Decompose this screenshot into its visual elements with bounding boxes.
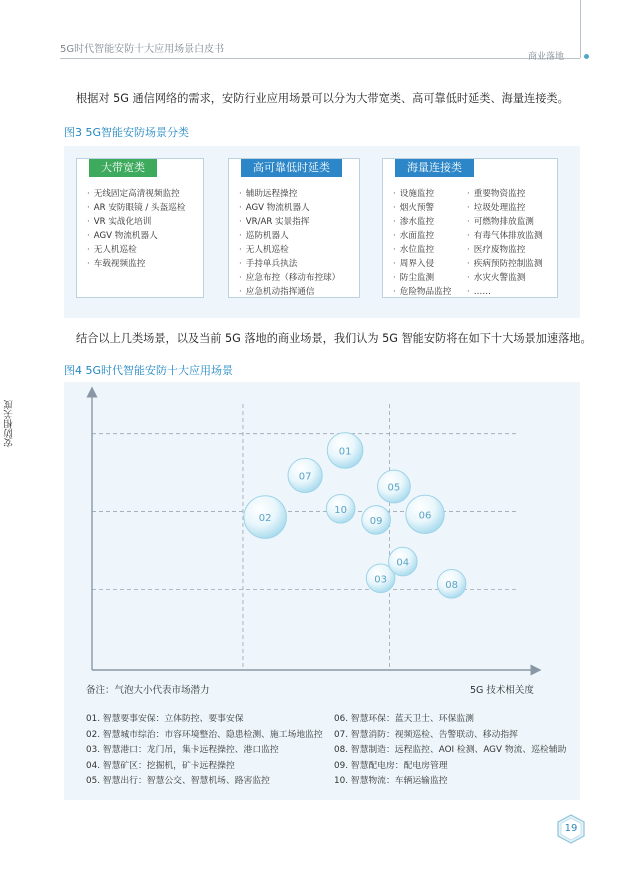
list-item: · 防尘监测 xyxy=(393,271,451,285)
list-item: · VR 实战化培训 xyxy=(87,215,185,229)
category-title-massive-connection: 海量连接类 xyxy=(395,159,474,177)
bubble-label-10: 10 xyxy=(334,504,348,516)
list-item: · 无人机巡检 xyxy=(239,243,340,257)
list-item: · 巡防机器人 xyxy=(239,229,340,243)
legend-right xyxy=(334,712,566,790)
list-item: · VR/AR 实景指挥 xyxy=(239,215,340,229)
intro-paragraph: 根据对 5G 通信网络的需求，安防行业应用场景可以分为大带宽类、高可靠低时延类、海量连接类。 xyxy=(76,92,569,105)
bubble-label-07: 07 xyxy=(298,471,312,483)
bubble-label-09: 09 xyxy=(369,515,383,527)
list-item: · 可燃物排放监测 xyxy=(467,215,543,229)
bubble-label-08: 08 xyxy=(445,579,459,591)
legend-item: 01. 智慧要事安保：立体防控、要事安保 xyxy=(86,714,244,724)
list-item: · 设施监控 xyxy=(393,187,451,201)
list-item: · 有毒气体排放监测 xyxy=(467,229,543,243)
x-axis-label: 5G 技术相关度 xyxy=(470,685,534,696)
list-item: · 重要物资监控 xyxy=(467,187,543,201)
legend-item: 09. 智慧配电房：配电房管理 xyxy=(334,760,448,771)
list-item: · 车载视频监控 xyxy=(87,257,185,271)
legend-item: 07. 智慧消防：视频巡检、告警联动、移动指挥 xyxy=(334,729,518,740)
legend-item: 02. 智慧城市综治：市容环境整治、隐患检测、施工场地监控 xyxy=(86,729,323,740)
bubble-label-05: 05 xyxy=(387,482,401,494)
second-paragraph: 结合以上几类场景，以及当前 5G 落地的商业场景，我们认为 5G 智能安防将在如下十大场景加速落地。 xyxy=(76,332,592,345)
figure4-title: 图4 5G时代智能安防十大应用场景 xyxy=(64,364,234,377)
list-item: · 手持单兵执法 xyxy=(239,257,340,271)
doc-title: 5G时代智能安防十大应用场景白皮书 xyxy=(60,44,225,55)
list-item: · AR 安防眼镜 / 头盔巡检 xyxy=(87,201,185,215)
list-item: · …… xyxy=(467,285,543,299)
list-item: · 渗水监控 xyxy=(393,215,451,229)
figure3-title: 图3 5G智能安防场景分类 xyxy=(64,126,190,139)
list-item: · 水面监控 xyxy=(393,229,451,243)
category-title-low-latency: 高可靠低时延类 xyxy=(241,159,342,177)
list-item: · AGV 物流机器人 xyxy=(239,201,340,215)
legend-item: 08. 智慧制造：远程监控、AOI 检测、AGV 物流、巡检辅助 xyxy=(334,745,567,756)
list-item: · 医疗废物监控 xyxy=(467,243,543,257)
list-item: · 水位监控 xyxy=(393,243,451,257)
legend-item: 03. 智慧港口：龙门吊，集卡远程操控、港口监控 xyxy=(86,745,279,756)
list-item: · AGV 物流机器人 xyxy=(87,229,185,243)
list-item: · 周界入侵 xyxy=(393,257,451,271)
list-item: · 应急布控（移动布控球） xyxy=(239,271,340,285)
legend-left xyxy=(86,712,323,790)
list-item: · 垃圾处理监控 xyxy=(467,201,543,215)
bubble-layer xyxy=(244,433,466,599)
section-title: 商业落地 xyxy=(528,52,565,62)
bubble-label-03: 03 xyxy=(374,574,387,586)
list-item: · 烟火预警 xyxy=(393,201,451,215)
page-number: 19 xyxy=(564,823,578,834)
list-item: · 危险物品监控 xyxy=(393,285,451,299)
legend-item: 10. 智慧物流：车辆运输监控 xyxy=(334,776,448,787)
bubble-label-02: 02 xyxy=(258,513,272,525)
bubble-label-04: 04 xyxy=(396,557,410,569)
list-item: · 辅助远程操控 xyxy=(239,187,340,201)
legend-item: 06. 智慧环保：蓝天卫士、环保监测 xyxy=(334,714,474,724)
list-item: · 无线固定高清视频监控 xyxy=(87,187,185,201)
category-title-bandwidth: 大带宽类 xyxy=(89,159,157,177)
chart-grid xyxy=(92,404,516,670)
legend-item: 04. 智慧矿区：挖掘机，矿卡远程操控 xyxy=(86,760,235,771)
list-item: · 疾病预防控制监测 xyxy=(467,257,543,271)
list-item: · 无人机巡检 xyxy=(87,243,185,257)
list-item: · 水灾火警监测 xyxy=(467,271,543,285)
bubble-label-06: 06 xyxy=(418,510,432,522)
bubble-label-01: 01 xyxy=(338,446,352,458)
legend-item: 05. 智慧出行：智慧公交、智慧机场、路害监控 xyxy=(86,776,270,787)
y-axis-label: 安防相关度 xyxy=(4,400,15,448)
list-item: · 应急机动指挥通信 xyxy=(239,285,340,299)
chart-note: 备注：气泡大小代表市场潜力 xyxy=(86,685,210,696)
